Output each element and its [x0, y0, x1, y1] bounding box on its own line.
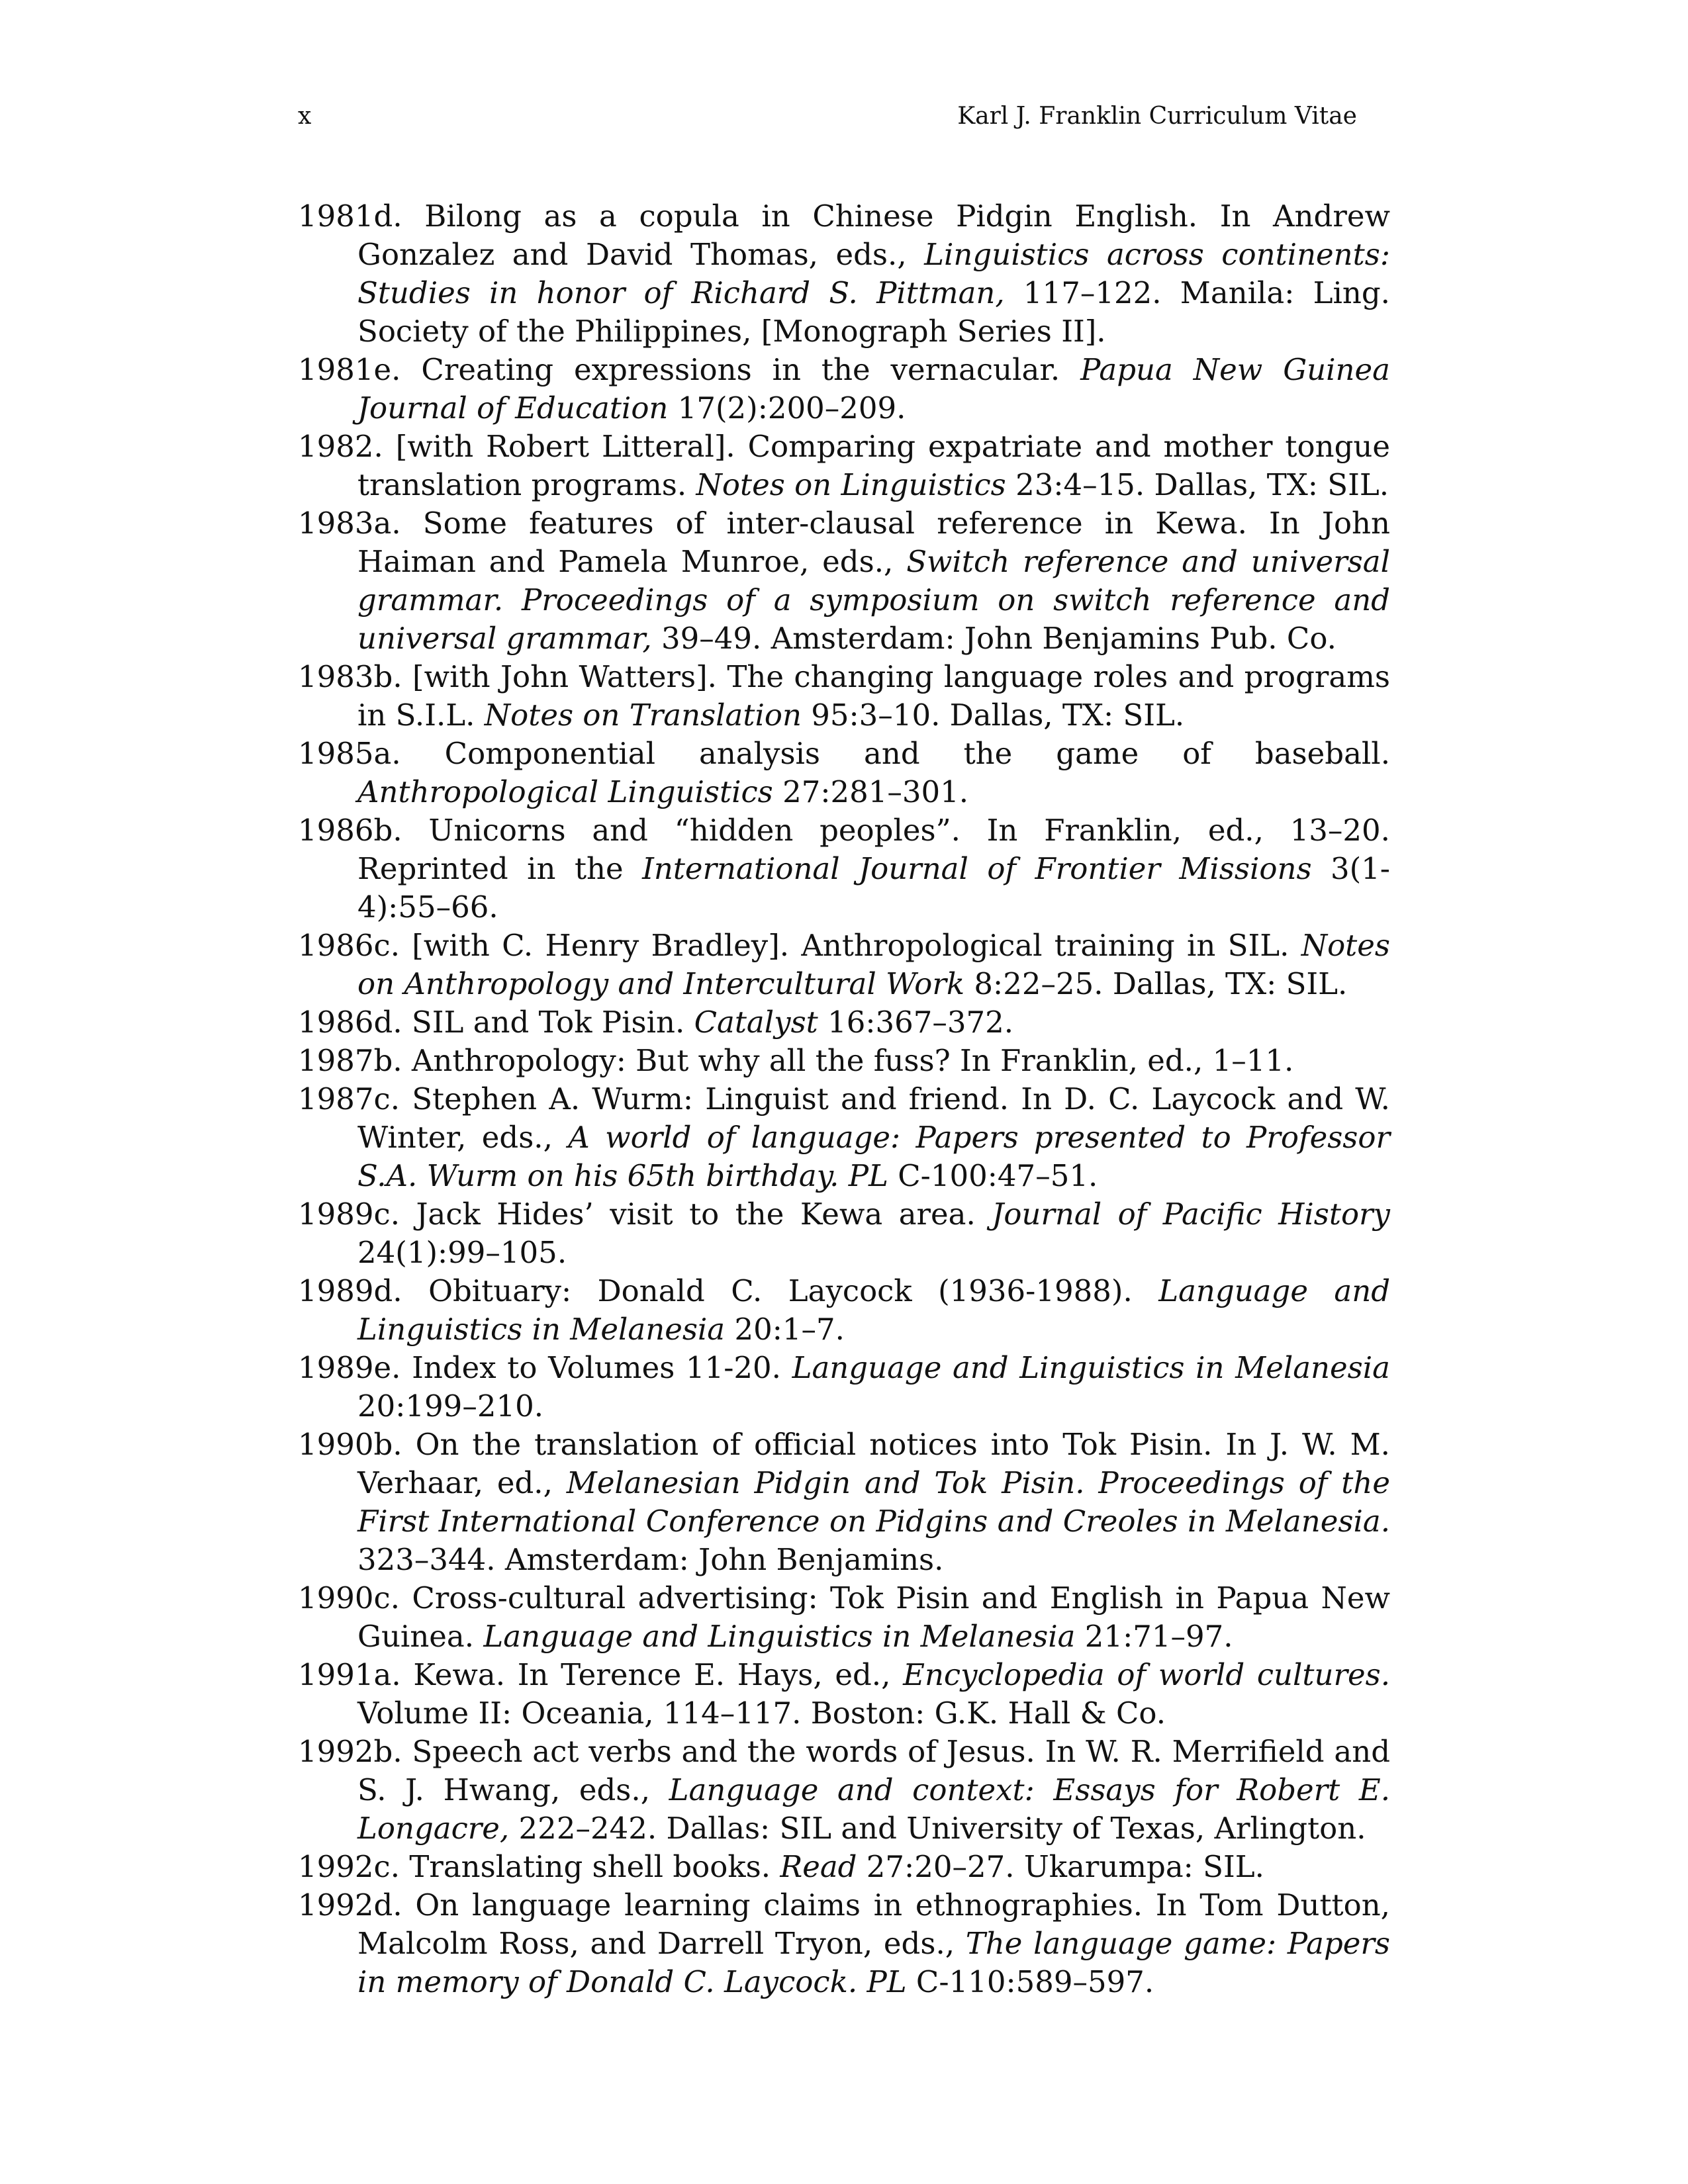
reference-item: 1986b. Unicorns and “hidden peoples”. In Franklin, ed., 13–20. Reprinted in the International Journal of Frontier Missions 3(1-4):55–66.: [298, 813, 1391, 925]
page-number: x: [298, 103, 312, 130]
reference-item: 1987c. Stephen A. Wurm: Linguist and friend. In D. C. Laycock and W. Winter, eds., A world of language: Papers presented to Professor S.A. Wurm on his 65th birthday. PL C-100:47–51.: [298, 1081, 1390, 1193]
reference-item: 1981d. Bilong as a copula in Chinese Pidgin English. In Andrew Gonzalez and David Thomas, eds., Linguistics across continents: Studies in honor of Richard S. Pittman, 117–122. Manila: Ling. Society of the Philippines, [Monograph Series II].: [298, 199, 1390, 349]
reference-item: 1991a. Kewa. In Terence E. Hays, ed., Encyclopedia of world cultures. Volume II: Oceania, 114–117. Boston: G.K. Hall & Co.: [298, 1657, 1390, 1731]
reference-item: 1981e. Creating expressions in the vernacular. Papua New Guinea Journal of Education 17(2):200–209.: [298, 352, 1390, 426]
reference-item: 1985a. Componential analysis and the game of baseball. Anthropological Linguistics 27:281–301.: [298, 736, 1390, 809]
reference-item: 1983b. [with John Watters]. The changing language roles and programs in S.I.L. Notes on Translation 95:3–10. Dallas, TX: SIL.: [298, 659, 1390, 733]
running-title: Karl J. Franklin Curriculum Vitae: [957, 103, 1357, 130]
reference-item: 1992b. Speech act verbs and the words of Jesus. In W. R. Merrifield and S. J. Hwang, eds., Language and context: Essays for Robert E. Longacre, 222–242. Dallas: SIL and University of Texas, Arlington.: [298, 1734, 1390, 1846]
reference-item: 1983a. Some features of inter-clausal reference in Kewa. In John Haiman and Pamela Munroe, eds., Switch reference and universal grammar. Proceedings of a symposium on switch reference and universal grammar, 39–49. Amsterdam: John Benjamins Pub. Co.: [298, 506, 1391, 656]
reference-item: 1986c. [with C. Henry Bradley]. Anthropological training in SIL. Notes on Anthropology and Intercultural Work 8:22–25. Dallas, TX: SIL.: [298, 928, 1390, 1001]
page-header: [298, 103, 1357, 142]
reference-item: 1990c. Cross-cultural advertising: Tok Pisin and English in Papua New Guinea. Language and Linguistics in Melanesia 21:71–97.: [298, 1580, 1390, 1654]
reference-item: 1990b. On the translation of official notices into Tok Pisin. In J. W. M. Verhaar, ed., Melanesian Pidgin and Tok Pisin. Proceedings of the First International Conference on Pidgins and Creoles in Melanesia. 323–344. Amsterdam: John Benjamins.: [298, 1427, 1390, 1577]
reference-item: 1986d. SIL and Tok Pisin. Catalyst 16:367–372.: [298, 1005, 1014, 1040]
reference-item: 1992d. On language learning claims in ethnographies. In Tom Dutton, Malcolm Ross, and Darrell Tryon, eds., The language game: Papers in memory of Donald C. Laycock. PL C-110:589–597.: [298, 1888, 1391, 1999]
reference-item: 1989e. Index to Volumes 11-20. Language and Linguistics in Melanesia 20:199–210.: [298, 1350, 1390, 1424]
reference-item: 1987b. Anthropology: But why all the fuss? In Franklin, ed., 1–11.: [298, 1043, 1294, 1078]
reference-item: 1992c. Translating shell books. Read 27:20–27. Ukarumpa: SIL.: [298, 1849, 1264, 1884]
reference-item: 1982. [with Robert Litteral]. Comparing expatriate and mother tongue translation programs. Notes on Linguistics 23:4–15. Dallas, TX: SIL.: [298, 429, 1390, 502]
reference-item: 1989c. Jack Hides’ visit to the Kewa area. Journal of Pacific History 24(1):99–105.: [298, 1197, 1390, 1270]
reference-list: [298, 197, 1390, 2001]
reference-item: 1989d. Obituary: Donald C. Laycock (1936-1988). Language and Linguistics in Melanesia 20:1–7.: [298, 1273, 1391, 1347]
